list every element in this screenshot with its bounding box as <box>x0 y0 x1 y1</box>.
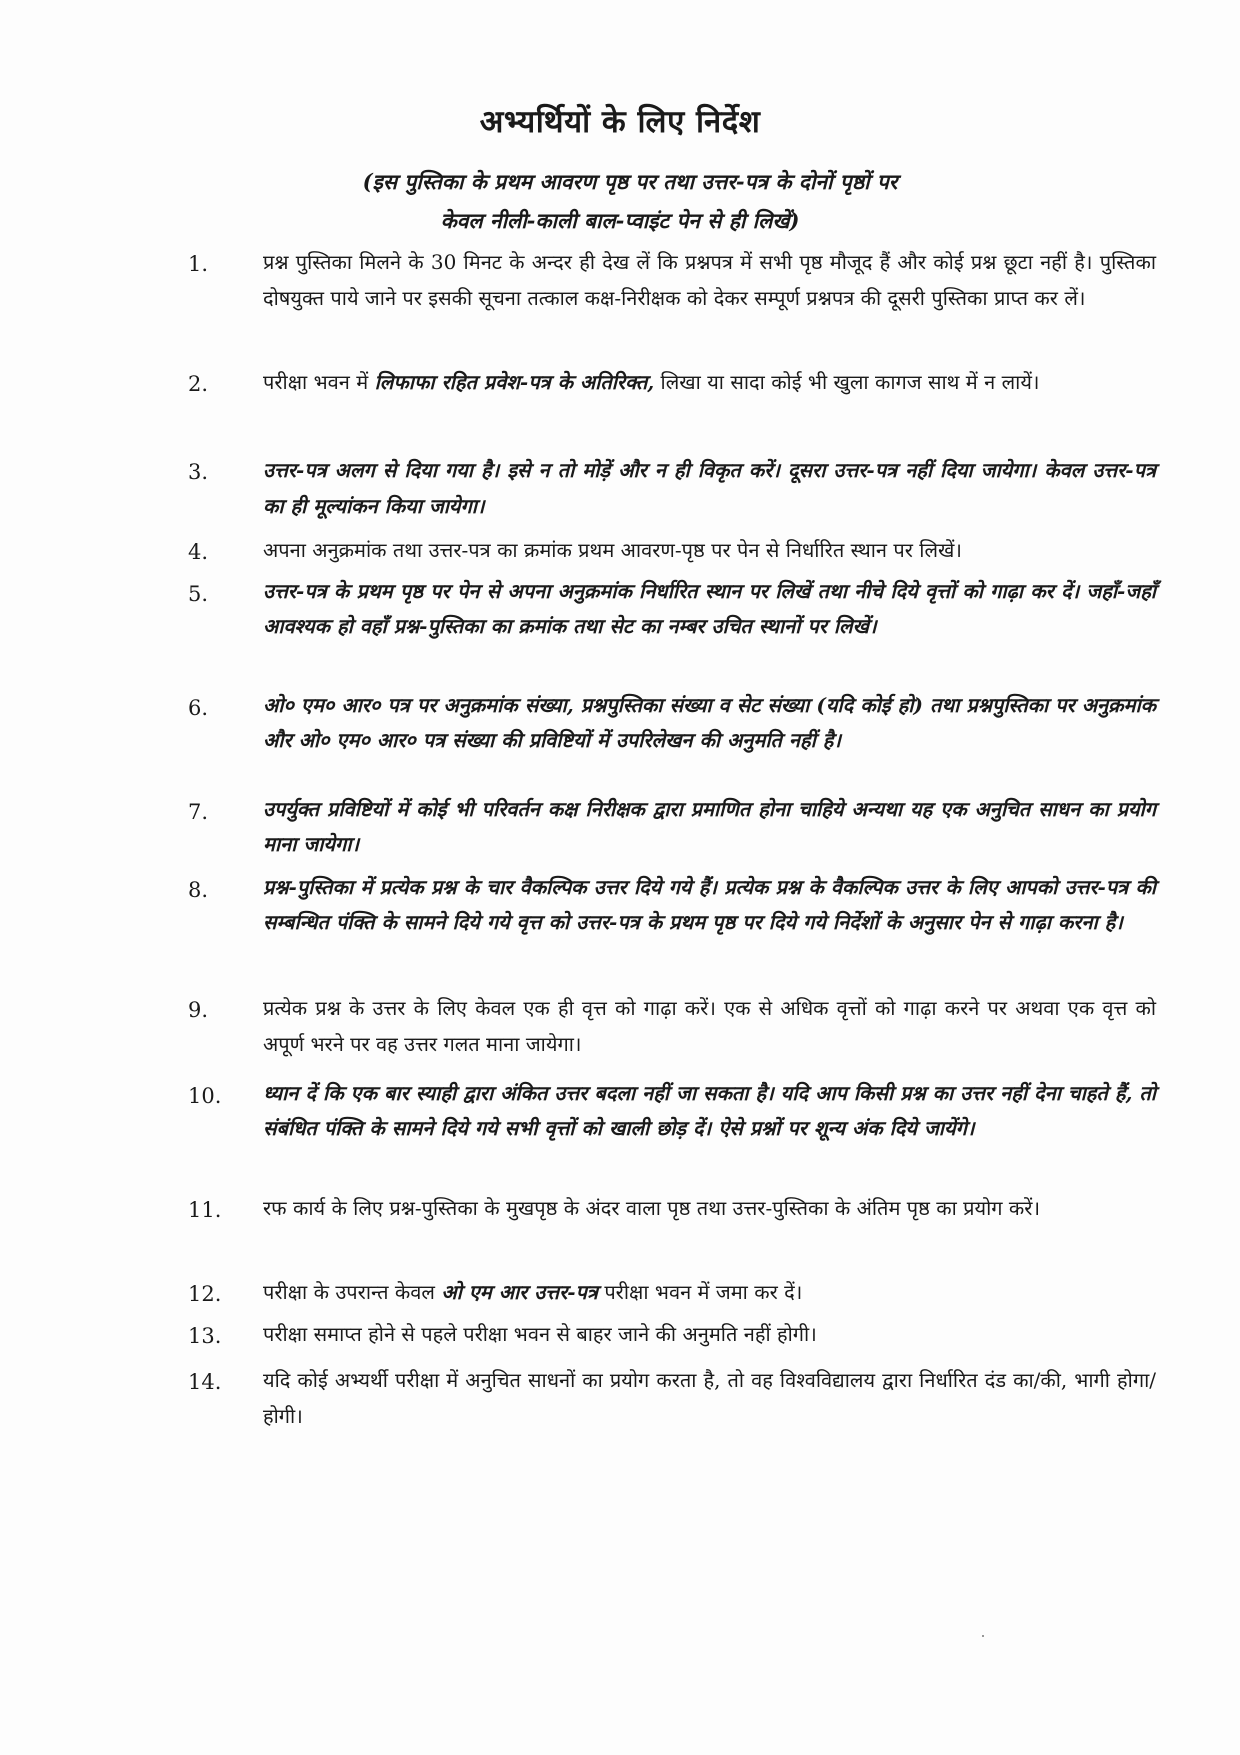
item-text: ध्यान दें कि एक बार स्याही द्वारा अंकित उत्तर बदला नहीं जा सकता है। यदि आप किसी प्रश्न का उत्तर नहीं देना चाहते हैं, तो संबंधित पंक्ति के सामने दिये गये सभी वृत्तों को खाली छोड़ दें। ऐसे प्रश्नों पर शून्य अंक दिये जायेंगे। <box>263 1081 1156 1140</box>
item-number: 14. <box>188 1370 222 1394</box>
item-text: उपर्युक्त प्रविष्टियों में कोई भी परिवर्तन कक्ष निरीक्षक द्वारा प्रमाणित होना चाहिये अन्यथा यह एक अनुचित साधन का प्रयोग माना जायेगा। <box>263 797 1156 856</box>
scan-speck <box>982 1635 984 1637</box>
item-number: 11. <box>188 1198 222 1222</box>
item-number: 10. <box>188 1084 222 1108</box>
item-text-end: परीक्षा भवन में जमा कर दें। <box>597 1280 803 1304</box>
item-text-emphasis: ओ एम आर उत्तर-पत्र <box>441 1280 598 1304</box>
item-text: यदि कोई अभ्यर्थी परीक्षा में अनुचित साधनों का प्रयोग करता है, तो वह विश्वविद्यालय द्वारा निर्धारित दंड का/की, भागी होगा/होगी। <box>263 1368 1156 1428</box>
subtitle-line-1: (इस पुस्तिका के प्रथम आवरण पृष्ठ पर तथा उत्तर-पत्र के दोनों पृष्ठों पर <box>362 169 898 194</box>
item-text-start: परीक्षा भवन में <box>263 370 375 394</box>
item-text: प्रश्न पुस्तिका मिलने के 30 मिनट के अन्दर ही देख लें कि प्रश्नपत्र में सभी पृष्ठ मौजूद हैं और कोई प्रश्न छूटा नहीं है। पुस्तिका दोषयुक्त पाये जाने पर इसकी सूचना तत्काल कक्ष-निरीक्षक को देकर सम्पूर्ण प्रश्नपत्र की दूसरी पुस्तिका प्राप्त कर लें। <box>263 250 1156 310</box>
item-text <box>263 1274 1156 1310</box>
item-number: 9. <box>188 998 209 1022</box>
item-text <box>263 364 1156 400</box>
item-number: 3. <box>188 460 209 484</box>
item-text: रफ कार्य के लिए प्रश्न-पुस्तिका के मुखपृष्ठ के अंदर वाला पृष्ठ तथा उत्तर-पुस्तिका के अंतिम पृष्ठ का प्रयोग करें। <box>263 1196 1041 1220</box>
item-text-end: लिखा या सादा कोई भी खुला कागज साथ में न लायें। <box>654 370 1040 394</box>
item-number: 2. <box>188 372 209 396</box>
item-number: 5. <box>188 582 209 606</box>
item-number: 12. <box>188 1282 222 1306</box>
item-text-emphasis: लिफाफा रहित प्रवेश-पत्र के अतिरिक्त, <box>374 370 655 394</box>
item-text: उत्तर-पत्र के प्रथम पृष्ठ पर पेन से अपना अनुक्रमांक निर्धारित स्थान पर लिखें तथा नीचे दिये वृत्तों को गाढ़ा कर दें। जहाँ-जहाँ आवश्यक हो वहाँ प्रश्न-पुस्तिका का क्रमांक तथा सेट का नम्बर उचित स्थानों पर लिखें। <box>263 579 1156 638</box>
item-text: अपना अनुक्रमांक तथा उत्तर-पत्र का क्रमांक प्रथम आवरण-पृष्ठ पर पेन से निर्धारित स्थान पर लिखें। <box>263 538 962 562</box>
subtitle-line-2: केवल नीली-काली बाल-प्वाइंट पेन से ही लिखें) <box>440 208 800 233</box>
item-text: उत्तर-पत्र अलग से दिया गया है। इसे न तो मोड़ें और न ही विकृत करें। दूसरा उत्तर-पत्र नहीं दिया जायेगा। केवल उत्तर-पत्र का ही मूल्यांकन किया जायेगा। <box>263 458 1156 518</box>
item-text: प्रश्न-पुस्तिका में प्रत्येक प्रश्न के चार वैकल्पिक उत्तर दिये गये हैं। प्रत्येक प्रश्न के वैकल्पिक उत्तर के लिए आपको उत्तर-पत्र की सम्बन्धित पंक्ति के सामने दिये गये वृत्त को उत्तर-पत्र के प्रथम पृष्ठ पर दिये गये निर्देशों के अनुसार पेन से गाढ़ा करना है। <box>263 875 1156 934</box>
item-text: ओ० एम० आर० पत्र पर अनुक्रमांक संख्या, प्रश्नपुस्तिका संख्या व सेट संख्या (यदि कोई हो) तथा प्रश्नपुस्तिका पर अनुक्रमांक और ओ० एम० आर० पत्र संख्या की प्रविष्टियों में उपरिलेखन की अनुमति नहीं है। <box>263 693 1156 752</box>
item-number: 6. <box>188 696 209 720</box>
item-text: परीक्षा समाप्त होने से पहले परीक्षा भवन से बाहर जाने की अनुमति नहीं होगी। <box>263 1322 817 1346</box>
item-text-start: परीक्षा के उपरान्त केवल <box>263 1280 442 1304</box>
item-number: 13. <box>188 1324 222 1348</box>
item-text: प्रत्येक प्रश्न के उत्तर के लिए केवल एक ही वृत्त को गाढ़ा करें। एक से अधिक वृत्तों को गाढ़ा करने पर अथवा एक वृत्त को अपूर्ण भरने पर वह उत्तर गलत माना जायेगा। <box>263 996 1156 1056</box>
item-number: 4. <box>188 540 209 564</box>
item-number: 1. <box>188 252 209 276</box>
page-title: अभ्यर्थियों के लिए निर्देश <box>479 104 761 140</box>
item-number: 7. <box>188 800 209 824</box>
item-number: 8. <box>188 878 209 902</box>
